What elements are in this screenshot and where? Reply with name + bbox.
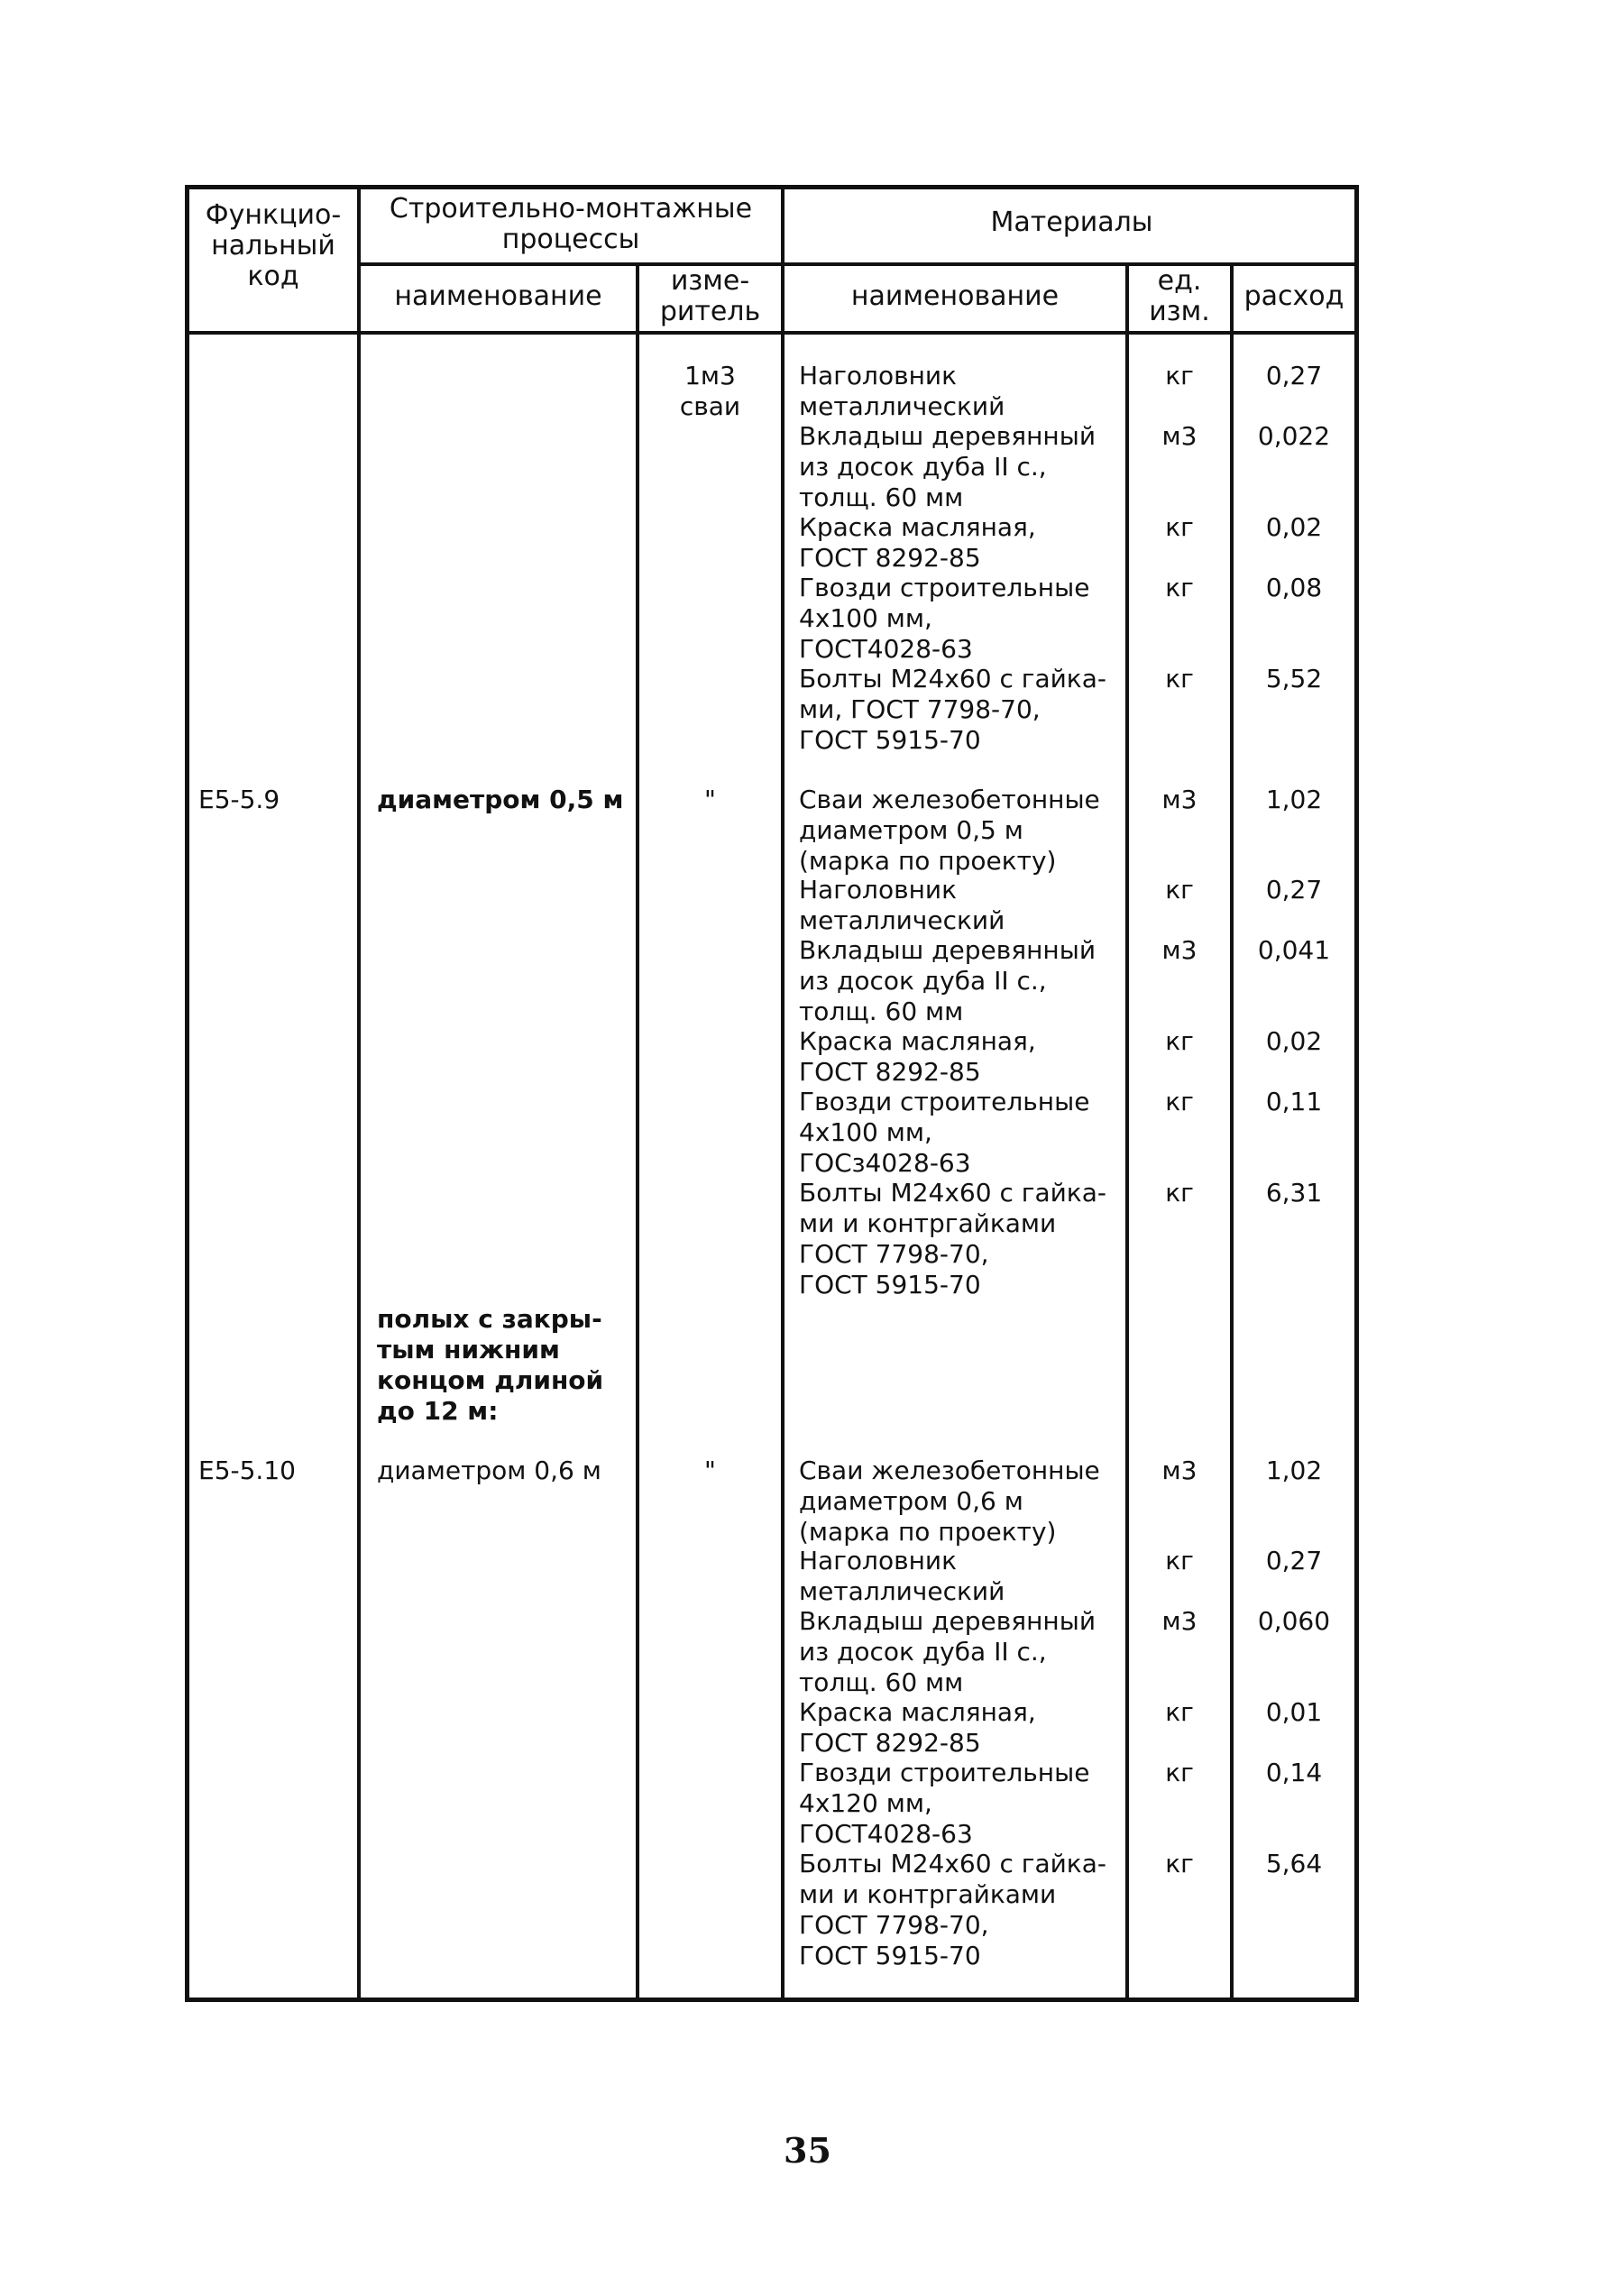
block1-mat-name: Болты М24x60 с гайка- ми, ГОСТ 7798-70, ГОСТ 5915-70: [799, 664, 1106, 755]
block3-mat-unit: м3: [1161, 1606, 1197, 1636]
block1-mat-rate: 0,27: [1265, 361, 1323, 390]
header-mat-rate: расход: [1243, 280, 1344, 312]
block3-mat-unit: кг: [1165, 1758, 1194, 1787]
block3-mat-name: Вкладыш деревянный из досок дуба II с., толщ. 60 мм: [799, 1606, 1097, 1697]
block3-mat-rate: 0,01: [1265, 1697, 1323, 1727]
header-processes: Строительно-монтажные процессы: [389, 193, 753, 255]
block1-mat-unit: кг: [1165, 664, 1194, 693]
block2-mat-rate: 0,02: [1265, 1026, 1323, 1056]
block3-mat-unit: м3: [1161, 1456, 1197, 1485]
block3-mat-rate: 0,27: [1265, 1546, 1323, 1575]
block3-mat-name: Гвозди строительные 4x120 мм, ГОСТ4028-63: [799, 1758, 1090, 1849]
block3-code: Е5-5.10: [198, 1456, 296, 1485]
header-proc-name: наименование: [394, 280, 602, 312]
header-materials: Материалы: [990, 207, 1153, 238]
block3-mat-unit: кг: [1165, 1849, 1194, 1878]
header-divider-main: [185, 331, 1359, 335]
block2-mat-unit: м3: [1161, 785, 1197, 814]
block2-mat-rate: 1,02: [1265, 785, 1323, 814]
block2-mat-unit: кг: [1165, 1026, 1194, 1056]
block1-mat-unit: кг: [1165, 361, 1194, 390]
block2-mat-rate: 6,31: [1265, 1178, 1323, 1208]
block1-mat-name: Краска масляная, ГОСТ 8292-85: [799, 512, 1036, 573]
block2-mat-unit: м3: [1161, 935, 1197, 965]
section-title: полых с закры- тым нижним концом длиной до 12 м:: [377, 1304, 604, 1426]
block1-mat-rate: 0,022: [1257, 421, 1331, 451]
block3-mat-rate: 1,02: [1265, 1456, 1323, 1485]
block2-mat-name: Болты М24x60 с гайка- ми и контргайками ГОСТ 7798-70, ГОСТ 5915-70: [799, 1178, 1106, 1300]
col-divider-materials: [781, 185, 785, 2002]
block2-mat-rate: 0,041: [1257, 935, 1331, 965]
block2-mat-unit: кг: [1165, 1087, 1194, 1116]
block3-process: диаметром 0,6 м: [377, 1456, 601, 1485]
block1-mat-name: Наголовник металлический: [799, 361, 1005, 421]
block3-mat-unit: кг: [1165, 1697, 1194, 1727]
block1-mat-rate: 0,02: [1265, 512, 1323, 542]
block1-mat-name: Вкладыш деревянный из досок дуба II с., толщ. 60 мм: [799, 421, 1097, 512]
block1-mat-unit: кг: [1165, 573, 1194, 602]
col-divider-code: [357, 185, 361, 2002]
block3-mat-rate: 0,060: [1257, 1606, 1331, 1636]
block2-mat-rate: 0,11: [1265, 1087, 1323, 1116]
block2-mat-name: Гвозди строительные 4x100 мм, ГОСз4028-63: [799, 1087, 1090, 1178]
block1-meter: 1м3 сваи: [679, 361, 741, 421]
block2-meter: ": [704, 785, 716, 814]
header-mat-unit: ед. изм.: [1149, 265, 1210, 327]
header-func-code: Функцио- нальный код: [205, 199, 342, 292]
block1-mat-unit: кг: [1165, 512, 1194, 542]
block3-mat-unit: кг: [1165, 1546, 1194, 1575]
header-proc-meter: изме- ритель: [659, 265, 761, 327]
block3-mat-name: Наголовник металлический: [799, 1546, 1005, 1606]
page-number: 35: [784, 2130, 831, 2171]
block3-mat-name: Сваи железобетонные диаметром 0,6 м (марка по проекту): [799, 1456, 1100, 1547]
block2-process: диаметром 0,5 м: [377, 785, 624, 814]
block2-mat-name: Краска масляная, ГОСТ 8292-85: [799, 1026, 1036, 1087]
block2-mat-name: Наголовник металлический: [799, 875, 1005, 935]
header-mat-name: наименование: [850, 280, 1060, 312]
block3-mat-name: Краска масляная, ГОСТ 8292-85: [799, 1697, 1036, 1758]
block1-mat-rate: 5,52: [1265, 664, 1323, 693]
block2-mat-rate: 0,27: [1265, 875, 1323, 905]
block1-mat-name: Гвозди строительные 4x100 мм, ГОСТ4028-63: [799, 573, 1090, 664]
block2-mat-unit: кг: [1165, 1178, 1194, 1208]
block3-mat-rate: 0,14: [1265, 1758, 1323, 1787]
block2-mat-name: Вкладыш деревянный из досок дуба II с., толщ. 60 мм: [799, 935, 1097, 1026]
block2-mat-unit: кг: [1165, 875, 1194, 905]
block2-code: Е5-5.9: [198, 785, 280, 814]
block2-mat-name: Сваи железобетонные диаметром 0,5 м (марка по проекту): [799, 785, 1100, 876]
block3-mat-name: Болты М24x60 с гайка- ми и контргайками ГОСТ 7798-70, ГОСТ 5915-70: [799, 1849, 1106, 1970]
block1-mat-rate: 0,08: [1265, 573, 1323, 602]
col-divider-meter: [636, 262, 639, 2002]
block3-meter: ": [704, 1456, 716, 1485]
block3-mat-rate: 5,64: [1265, 1849, 1323, 1878]
block1-mat-unit: м3: [1161, 421, 1197, 451]
